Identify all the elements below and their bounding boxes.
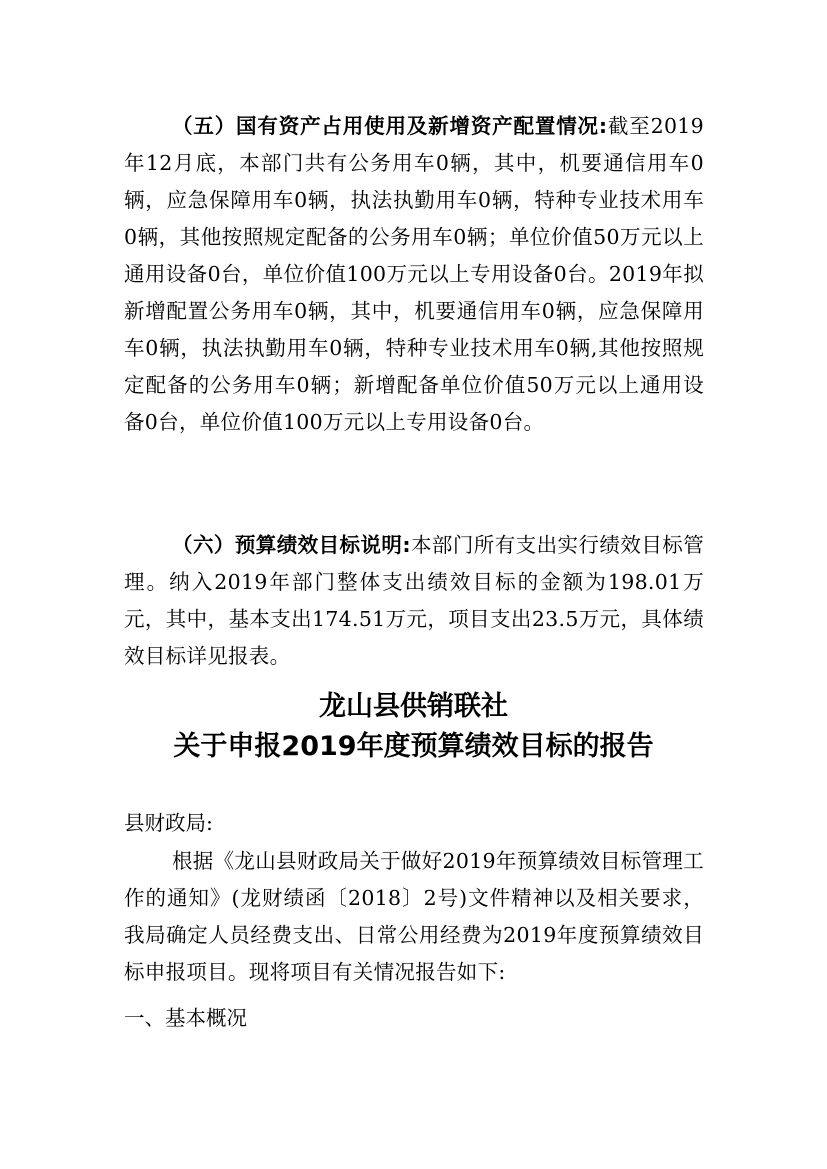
section6-paragraph: [124, 527, 704, 675]
report-recipient: 县财政局:: [124, 811, 213, 835]
section5-body: 截至2019年12月底，本部门共有公务用车0辆，其中，机要通信用车0辆，应急保障用车0辆，执法执勤用车0辆，特种专业技术用车0辆，其他按照规定配备的公务用车0辆；单位价值50万元以上通用设备0台，单位价值100万元以上专用设备0台。2019年拟新增配置公务用车0辆，其中，机要通信用车0辆，应急保障用车0辆，执法执勤用车0辆，特种专业技术用车0辆,其他按照规定配备的公务用车0辆；新增配备单位价值50万元以上通用设备0台，单位价值100万元以上专用设备0台。: [124, 114, 704, 434]
section5-heading: （五）国有资产占用使用及新增资产配置情况:: [172, 114, 608, 138]
section6-heading: （六）预算绩效目标说明:: [172, 533, 411, 557]
section5-paragraph: [124, 108, 704, 441]
report-body: 根据《龙山县财政局关于做好2019年预算绩效目标管理工作的通知》(龙财绩函〔2018〕2号)文件精神以及相关要求，我局确定人员经费支出、日常公用经费为2019年度预算绩效目标申报项目。现将项目有关情况报告如下:: [124, 849, 704, 984]
section6-body: 本部门所有支出实行绩效目标管理。纳入2019年部门整体支出绩效目标的金额为198.01万元，其中，基本支出174.51万元，项目支出23.5万元，具体绩效目标详见报表。: [124, 533, 704, 668]
report-title-line2: 关于申报2019年度预算绩效目标的报告: [173, 731, 654, 762]
report-section1-heading: 一、基本概况: [124, 1006, 247, 1030]
report-title-line1: 龙山县供销联社: [319, 691, 508, 722]
